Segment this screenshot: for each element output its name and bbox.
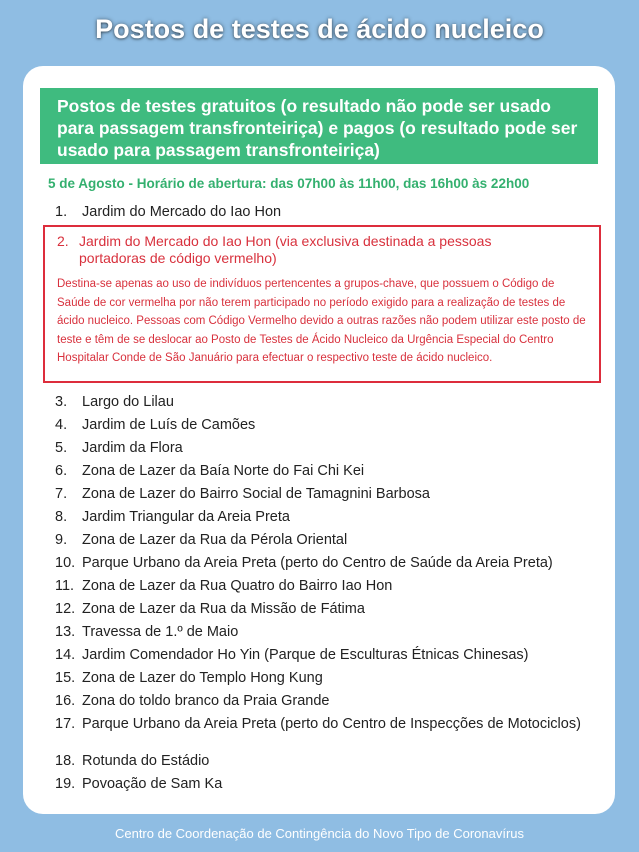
item-number: 4. — [55, 417, 68, 433]
item-label: Parque Urbano da Areia Preta (perto do Centro de Inspecções de Motociclos) — [82, 716, 581, 732]
item-label: Largo do Lilau — [82, 394, 174, 410]
item-number: 6. — [55, 463, 68, 479]
item-number: 19. — [55, 776, 76, 792]
item-number: 18. — [55, 753, 76, 769]
item-number: 16. — [55, 693, 76, 709]
item-number: 12. — [55, 601, 76, 617]
schedule-line: 5 de Agosto - Horário de abertura: das 07h00 às 11h00, das 16h00 às 22h00 — [48, 176, 530, 191]
item-number: 2. — [57, 233, 69, 249]
item-label: Travessa de 1.º de Maio — [82, 624, 239, 640]
item-number: 13. — [55, 624, 76, 640]
content-card — [23, 66, 615, 814]
item-label: Zona de Lazer do Bairro Social de Tamagnini Barbosa — [82, 486, 430, 502]
item-label: Zona de Lazer do Templo Hong Kung — [82, 670, 323, 686]
item-number: 10. — [55, 555, 76, 571]
item-number: 1. — [55, 204, 68, 220]
item-number: 17. — [55, 716, 76, 732]
item-label: Jardim do Mercado do Iao Hon — [82, 204, 282, 220]
item-number: 11. — [55, 578, 75, 594]
footer-credit: Centro de Coordenação de Contingência do Novo Tipo de Coronavírus — [114, 826, 525, 841]
item-label: Jardim Triangular da Areia Preta — [82, 509, 290, 525]
item-label: Rotunda do Estádio — [82, 753, 210, 769]
item-label: Jardim da Flora — [82, 440, 183, 456]
item-label: Zona de Lazer da Baía Norte do Fai Chi Kei — [82, 463, 365, 479]
item-label: Zona do toldo branco da Praia Grande — [82, 693, 330, 709]
item-label: Jardim do Mercado do Iao Hon (via exclusiva destinada a pessoas portadoras de código vermelho) — [79, 233, 492, 266]
item-label: Zona de Lazer da Rua da Missão de Fátima — [82, 601, 365, 617]
item-number: 8. — [55, 509, 68, 525]
item-label: Zona de Lazer da Rua da Pérola Oriental — [82, 532, 348, 548]
highlight-box — [43, 225, 601, 383]
item-number: 5. — [55, 440, 68, 456]
item-number: 9. — [55, 532, 68, 548]
item-label: Jardim Comendador Ho Yin (Parque de Esculturas Étnicas Chinesas) — [82, 647, 529, 663]
item-label: Povoação de Sam Ka — [82, 776, 223, 792]
item-number: 15. — [55, 670, 76, 686]
item-number: 14. — [55, 647, 76, 663]
item-number: 7. — [55, 486, 68, 502]
banner: Postos de testes gratuitos (o resultado não pode ser usado para passagem transfronteiriça) e pagos (o resultado pode ser usado para passagem transfronteiriça) — [40, 88, 598, 164]
highlight-note: Destina-se apenas ao uso de indivíduos pertencentes a grupos-chave, que possuem o Código de Saúde de cor vermelha por não terem participado no período exigido para a realização de testes de ácido nucleico. Pessoas com Código Vermelho devido a outras razões não podem utilizar este posto de teste e têm de se deslocar ao Posto de Testes de Ácido Nucleico da Urgência Especial do Centro Hospitalar Conde de São Januário para efectuar o respectivo teste de ácido nucleico. — [57, 278, 586, 364]
item-label: Zona de Lazer da Rua Quatro do Bairro Iao Hon — [82, 578, 393, 594]
item-number: 3. — [55, 394, 68, 410]
page-title: Postos de testes de ácido nucleico — [95, 14, 544, 44]
item-label: Jardim de Luís de Camões — [82, 417, 256, 433]
item-label: Parque Urbano da Areia Preta (perto do Centro de Saúde da Areia Preta) — [82, 555, 553, 571]
